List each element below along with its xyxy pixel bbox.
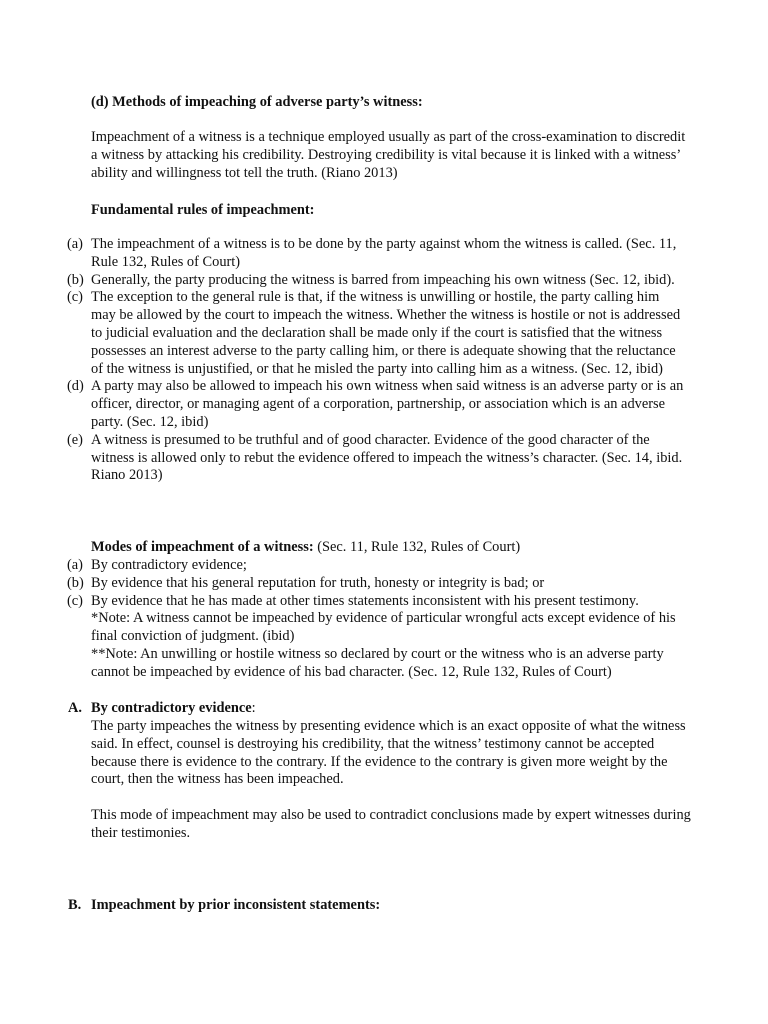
list-item	[67, 593, 687, 682]
modes-list	[67, 557, 687, 682]
modes-citation: (Sec. 11, Rule 132, Rules of Court)	[313, 539, 521, 555]
list-marker: (b)	[67, 271, 84, 288]
list-item-text: The exception to the general rule is that, if the witness is unwilling or hostile, the party calling him may be allowed by the court to impeach the witness. Whether the witness is hostile or not is addressed to judicial evaluation and the declaration shall be made only if the court is satisfied that the witness possesses an interest adverse to the party calling him, or there is adequate showing that the reluctance of the witness is unjustified, or that he misled the party into calling him as a witness. (Sec. 12, ibid)	[91, 289, 681, 377]
list-marker: (c)	[67, 592, 83, 609]
fundamental-rules-list	[67, 236, 687, 485]
list-marker: (d)	[67, 378, 84, 395]
list-marker: (b)	[67, 574, 84, 591]
section-a-letter: A.	[68, 700, 82, 716]
modes-heading: Modes of impeachment of a witness:	[91, 539, 314, 555]
list-item-text: Generally, the party producing the witness is barred from impeaching his own witness (Sec. 12, ibid).	[91, 271, 675, 288]
list-item-text: By contradictory evidence;	[91, 557, 247, 573]
list-item-text: The impeachment of a witness is to be done by the party against whom the witness is called. (Sec. 11, Rule 132, Rules of Court)	[91, 236, 677, 270]
section-a-paragraph-1: The party impeaches the witness by presenting evidence which is an exact opposite of what the witness said. In effect, counsel is destroying his credibility, that the witness’ testimony cannot be accepted because there is evidence to the contrary. If the evidence to the contrary is given more weight by the court, then the witness has been impeached.	[91, 718, 686, 788]
heading-methods-of-impeaching: (d) Methods of impeaching of adverse party’s witness:	[91, 94, 423, 110]
heading-fundamental-rules: Fundamental rules of impeachment:	[91, 202, 315, 218]
list-item	[67, 289, 687, 378]
list-item-text: By evidence that his general reputation for truth, honesty or integrity is bad; or	[91, 574, 545, 591]
list-item	[67, 236, 687, 272]
list-item	[67, 378, 687, 431]
intro-paragraph: Impeachment of a witness is a technique employed usually as part of the cross-examination to discredit a witness by attacking his credibility. Destroying credibility is vital because it is linked with a witness’ ability and willingness tot tell the truth. (Riano 2013)	[91, 129, 686, 181]
section-a-heading-line	[91, 700, 691, 718]
list-item	[67, 557, 687, 575]
section-b-heading: Impeachment by prior inconsistent statements:	[91, 897, 381, 913]
list-item-text: A party may also be allowed to impeach his own witness when said witness is an adverse party or is an officer, director, or managing agent of a corporation, partnership, or association which is an adverse party. (Sec. 12, ibid)	[91, 378, 684, 430]
list-marker: (e)	[67, 431, 83, 448]
list-item-text: A witness is presumed to be truthful and of good character. Evidence of the good character of the witness is allowed only to rebut the evidence offered to impeach the witness’s character. (Sec. 14, ibid. Riano 2013)	[91, 431, 683, 484]
section-a-title: By contradictory evidence	[91, 700, 252, 716]
list-item-text: By evidence that he has made at other times statements inconsistent with his present testimony.	[91, 592, 639, 609]
modes-heading-line	[91, 539, 691, 557]
section-a-paragraph-2: This mode of impeachment may also be used to contradict conclusions made by expert witnesses during their testimonies.	[91, 807, 691, 841]
note-wrongful-acts: *Note: A witness cannot be impeached by evidence of particular wrongful acts except evidence of his final conviction of judgment. (ibid)	[91, 610, 676, 645]
section-a-colon: :	[251, 700, 256, 716]
list-marker: (c)	[67, 289, 83, 306]
list-item	[67, 575, 687, 593]
section-b-letter: B.	[68, 897, 82, 913]
note-hostile-witness: **Note: An unwilling or hostile witness so declared by court or the witness who is an adverse party cannot be impeached by evidence of his bad character. (Sec. 12, Rule 132, Rules of Court)	[91, 645, 664, 680]
list-item	[67, 272, 687, 290]
list-marker: (a)	[67, 236, 83, 252]
list-marker: (a)	[67, 557, 83, 573]
list-item	[67, 432, 687, 485]
